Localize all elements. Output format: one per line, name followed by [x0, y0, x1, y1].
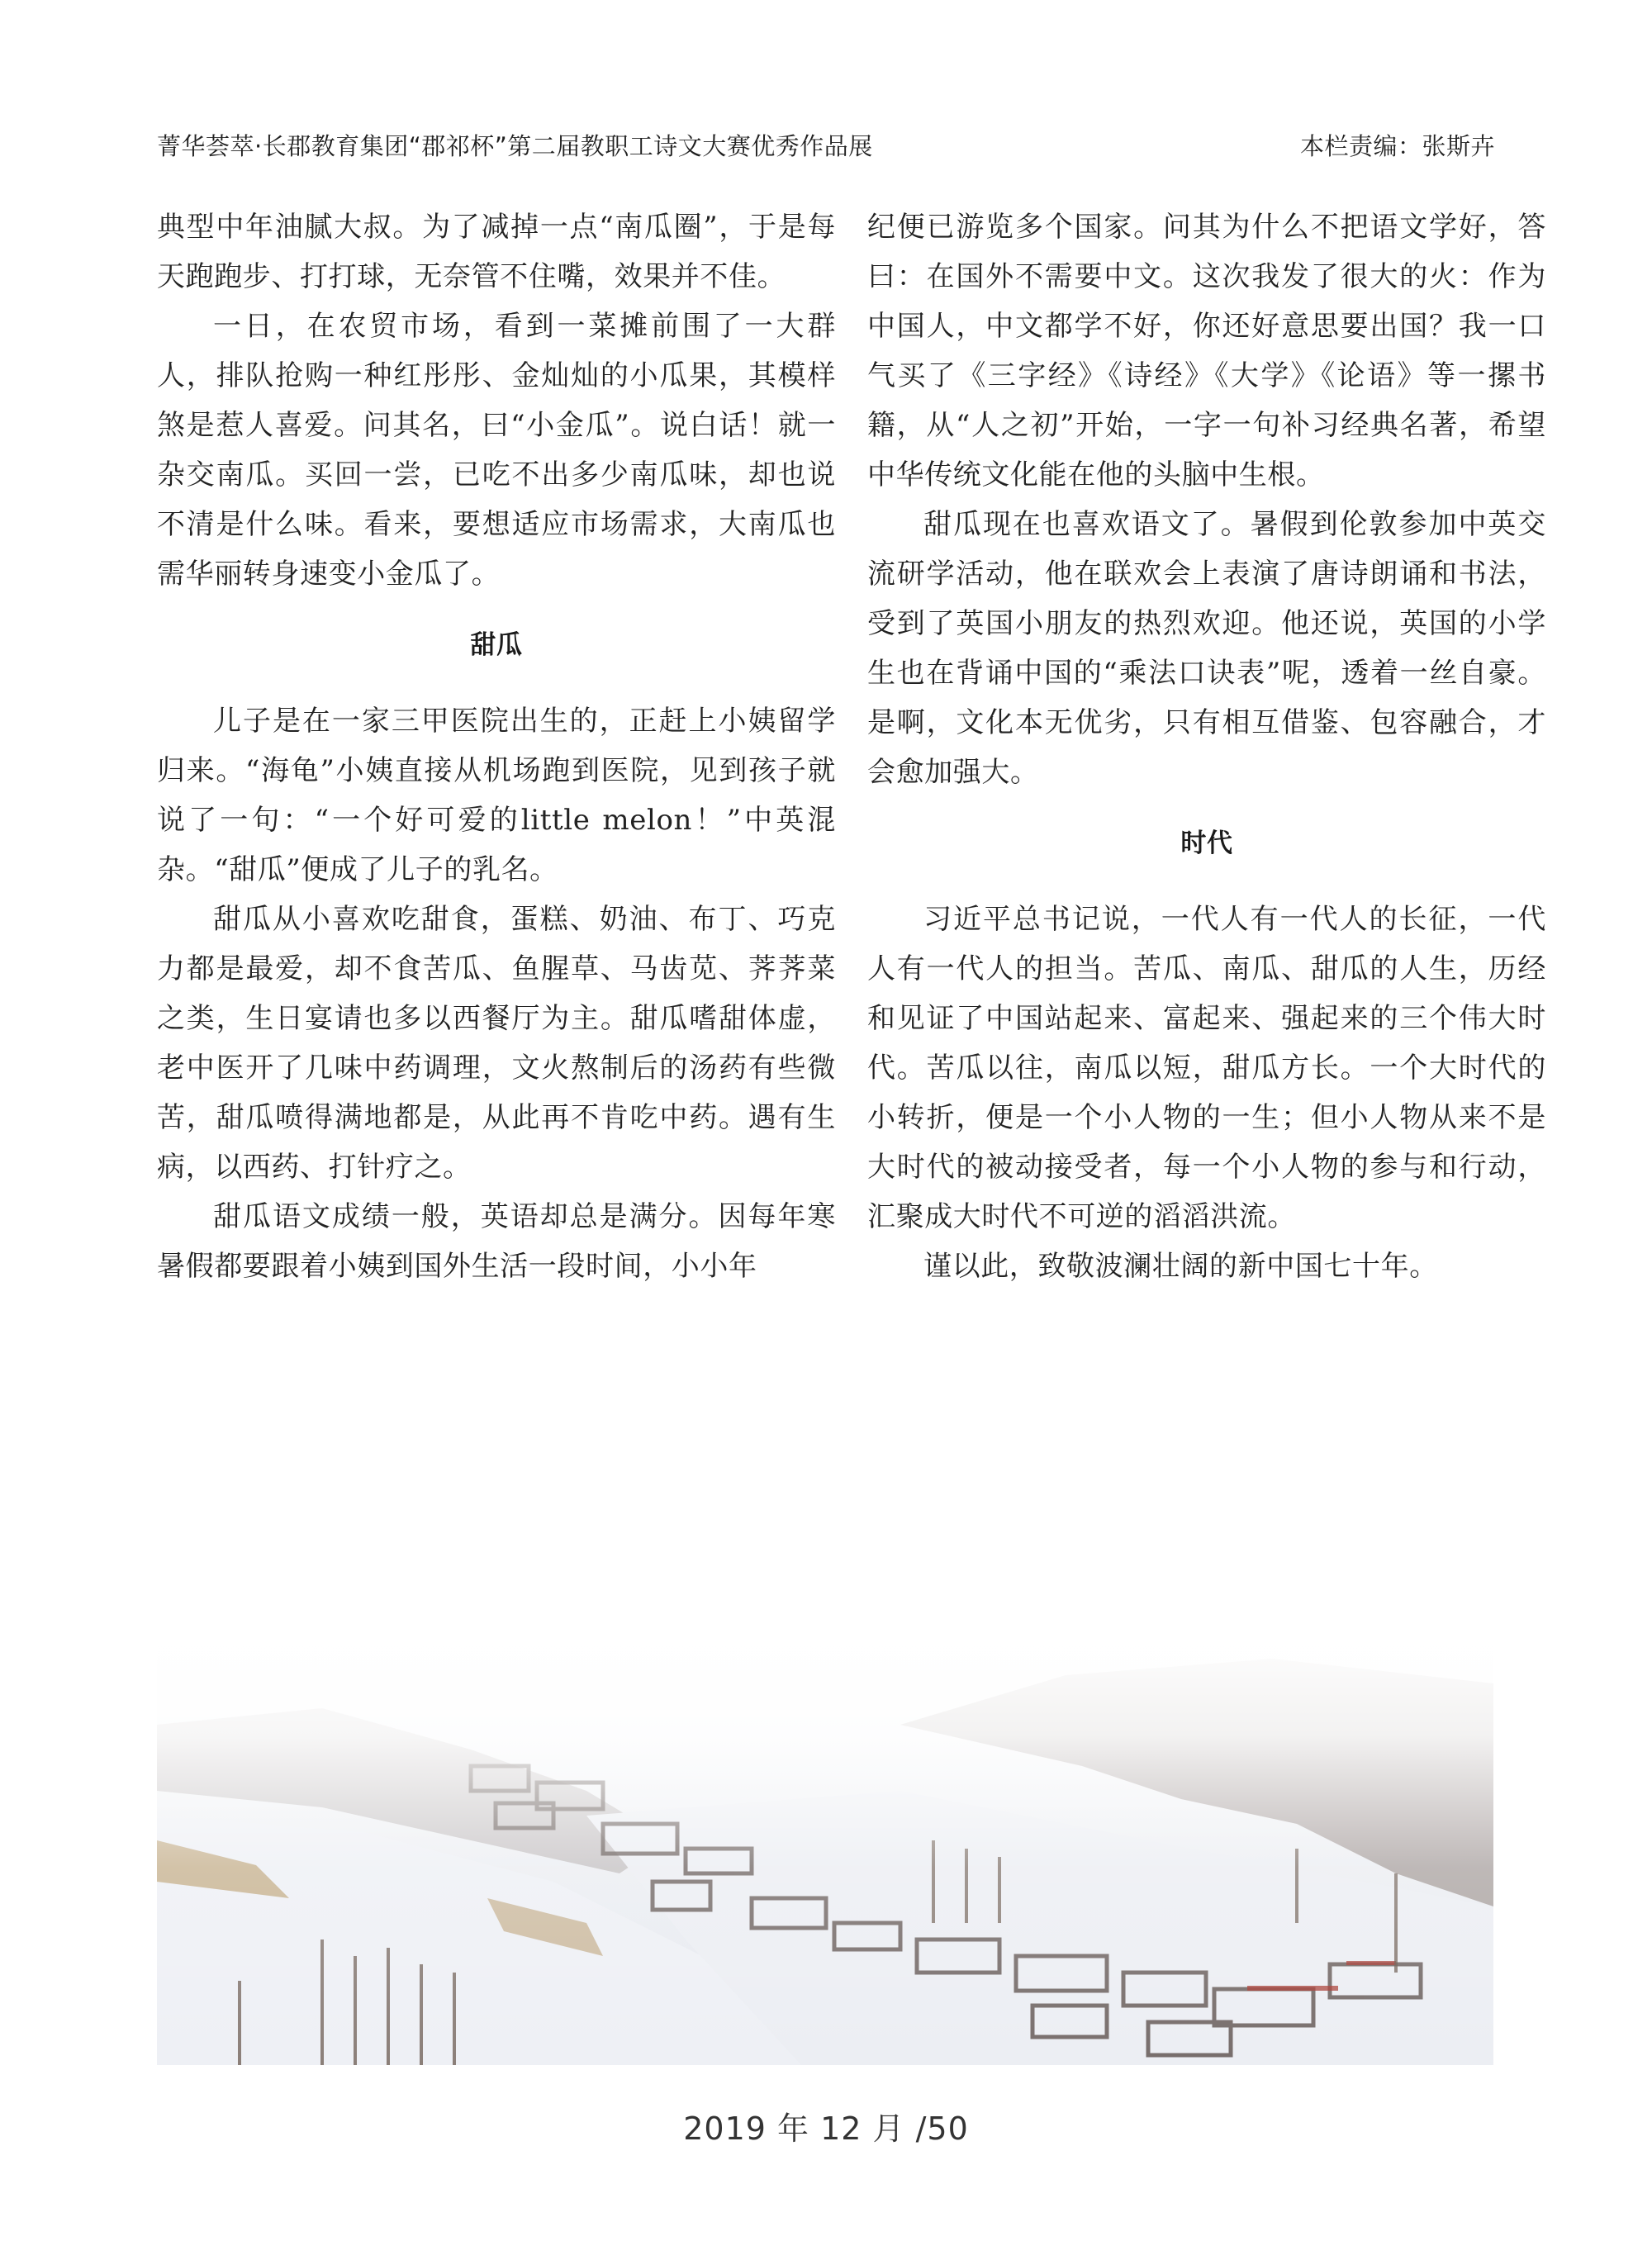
editor-credit: 本栏责编：张斯卉 [1299, 131, 1495, 160]
page-header [157, 124, 1495, 165]
right-column [867, 202, 1546, 1291]
paragraph: 纪便已游览多个国家。问其为什么不把语文学好，答曰：在国外不需要中文。这次我发了很大的火：作为中国人，中文都学不好，你还好意思要出国？我一口气买了《三字经》《诗经》《大学》《论语》等一摞书籍，从“人之初”开始，一字一句补习经典名著，希望中华传统文化能在他的头脑中生根。 [867, 211, 1546, 491]
paragraph: 习近平总书记说，一代人有一代人的长征，一代人有一代人的担当。苦瓜、南瓜、甜瓜的人生，历经和见证了中国站起来、富起来、强起来的三个伟大时代。苦瓜以往，南瓜以短，甜瓜方长。一个大时代的小转折，便是一个小人物的一生；但小人物从来不是大时代的被动接受者，每一个小人物的参与和行动，汇聚成大时代不可逆的滔滔洪流。 [867, 903, 1546, 1233]
page-footer [0, 2103, 1652, 2148]
paragraph: 一日，在农贸市场，看到一菜摊前围了一大群人，排队抢购一种红彤彤、金灿灿的小瓜果，其模样煞是惹人喜爱。问其名，曰“小金瓜”。说白话！就一杂交南瓜。买回一尝，已吃不出多少南瓜味，却也说不清是什么味。看来，要想适应市场需求，大南瓜也需华丽转身速变小金瓜了。 [157, 310, 836, 591]
paragraph: 甜瓜从小喜欢吃甜食，蛋糕、奶油、布丁、巧克力都是最爱，却不食苦瓜、鱼腥草、马齿苋、荠荠菜之类，生日宴请也多以西餐厅为主。甜瓜嗜甜体虚，老中医开了几味中药调理，文火熬制后的汤药有些微苦，甜瓜喷得满地都是，从此再不肯吃中药。遇有生病，以西药、打针疗之。 [157, 903, 836, 1184]
paragraph: 典型中年油腻大叔。为了减掉一点“南瓜圈”，于是每天跑跑步、打打球，无奈管不住嘴，效果并不佳。 [157, 211, 836, 293]
column-title: 菁华荟萃·长郡教育集团“郡祁杯”第二届教职工诗文大赛优秀作品展 [157, 131, 873, 160]
paragraph: 谨以此，致敬波澜壮阔的新中国七十年。 [923, 1250, 1438, 1283]
fog-overlay [157, 1626, 1493, 2065]
paragraph: 儿子是在一家三甲医院出生的，正赶上小姨留学归来。“海龟”小姨直接从机场跑到医院，见到孩子就说了一句：“一个好可爱的little melon！”中英混杂。“甜瓜”便成了儿子的乳名。 [157, 705, 836, 886]
left-column [157, 202, 836, 1291]
paragraph: 甜瓜语文成绩一般，英语却总是满分。因每年寒暑假都要跟着小姨到国外生活一段时间，小小年 [157, 1200, 836, 1283]
landscape-illustration [157, 1626, 1493, 2065]
issue-date-page-number: 2019 年 12 月 /50 [683, 2110, 969, 2147]
paragraph: 甜瓜现在也喜欢语文了。暑假到伦敦参加中英交流研学活动，他在联欢会上表演了唐诗朗诵和书法，受到了英国小朋友的热烈欢迎。他还说，英国的小学生也在背诵中国的“乘法口诀表”呢，透着一丝自豪。是啊，文化本无优劣，只有相互借鉴、包容融合，才会愈加强大。 [867, 508, 1546, 789]
section-heading-era: 时代 [1180, 829, 1233, 858]
snowy-village-photo [157, 1626, 1493, 2065]
section-heading-sweet-melon: 甜瓜 [470, 630, 523, 660]
